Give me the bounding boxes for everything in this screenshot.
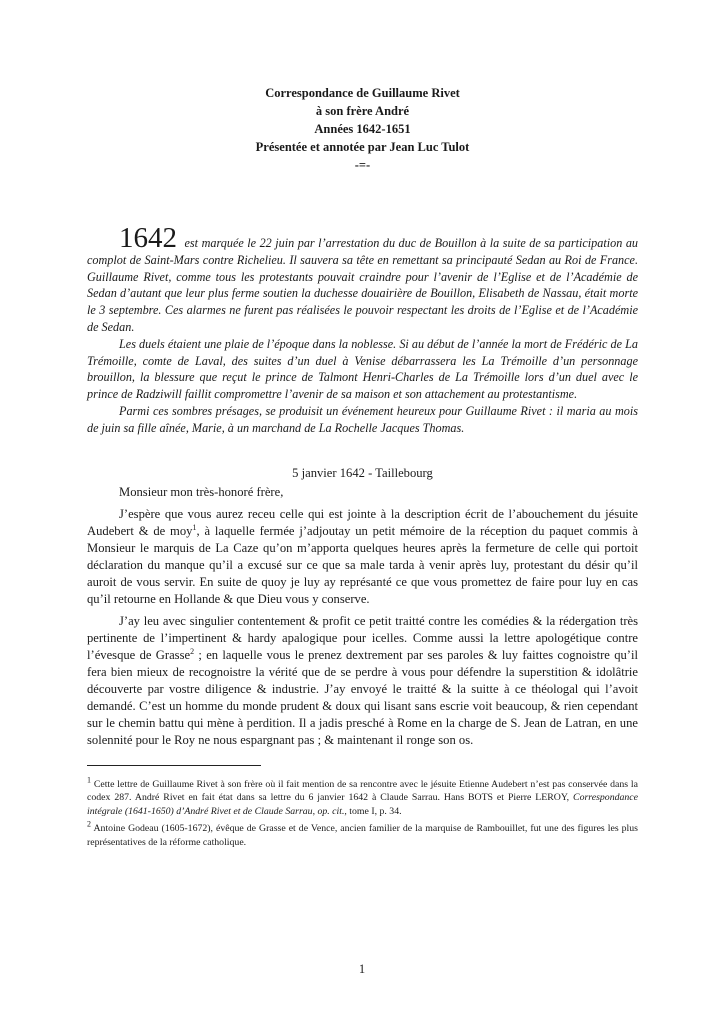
footnote-1-text-c: , (312, 805, 318, 817)
title-line-3: Années 1642-1651 (314, 122, 411, 136)
letter-paragraph-1-text-a: J’espère que vous aurez receu celle qui est jointe à la description écrit de l’abouchement du jésuite Audebert & de moy (87, 506, 638, 538)
footnotes (87, 775, 638, 850)
document-page (87, 84, 638, 854)
footnote-1-text-d: , tome I, p. 34. (344, 805, 402, 817)
footnote-2-number: 2 (87, 820, 91, 830)
title-line-2: à son frère André (315, 104, 410, 118)
title-line-4: Présentée et annotée par Jean Luc Tulot (255, 140, 470, 154)
intro-year: 1642 (119, 222, 177, 254)
letter (87, 465, 638, 749)
intro-paragraph-3: Parmi ces sombres présages, se produisit un événement heureux pour Guillaume Rivet : il maria au mois de juin sa fille aînée, Marie, à un marchand de La Rochelle Jacques Thomas. (87, 403, 638, 435)
footnote-2-text: Antoine Godeau (1605-1672), évêque de Grasse et de Vence, ancien familier de la marquise de Rambouillet, fut une des figures les plus représentatives de la réforme catholique. (87, 823, 638, 848)
intro-paragraph-1 (87, 222, 639, 336)
letter-paragraph-2-text-a: J’ay leu avec singulier contentement & profit ce petit traitté contre les comédies & la rédergation très pertinente de l’impertinent & hardy apalogique pour icelles. Comme aussi la lettre apologétique contre l’évesque de Grasse (87, 613, 638, 662)
letter-salutation: Monsieur mon très-honoré frère, (119, 484, 284, 499)
letter-paragraph-1 (87, 506, 638, 608)
title-separator: -=- (354, 158, 371, 172)
footnote-1-number: 1 (87, 775, 91, 785)
footnote-1-text-a: Cette lettre de Guillaume Rivet à son frère où il fait mention de sa rencontre avec le jésuite Etienne Audebert n’est pas conservée dans la codex 287. André Rivet en fait état dans sa lettre du 6 janvier 1642 à Claude Sarrau. Hans BOTS et Pierre LEROY, (87, 778, 638, 804)
introduction (87, 222, 639, 437)
footnote-ref-2[interactable]: 2 (190, 646, 195, 656)
footnote-divider (87, 765, 261, 766)
page-number: 1 (358, 962, 366, 976)
footnote-ref-1[interactable]: 1 (192, 522, 197, 532)
footnote-1-title: Correspondance intégrale (1641-1650) d’André Rivet et de Claude Sarrau (87, 792, 638, 817)
footnote-1 (87, 775, 638, 819)
letter-paragraph-2-text-b: ; en laquelle vous le prenez dextrement par ses paroles & luy faittes cognoistre qu’il fera bien mieux de recognoistre la vérité que de se perdre à vous pour défendre la superstition & idolâtrie découverte par vostre diligence & industrie. J’ay envoyé le traitté & la suitte à ce théologal qui l’avoit demandé. C’est un homme du monde prudent & doux qui lisant sans escrie voit beaucoup, & rien cependant sur le chemin battu qui mène à perdition. Il a jadis presché à Rome en la charge de S. Jean de Latran, en une solennité pour le Roy ne nous espargnant pas ; & maintenant il ronge son os. (87, 647, 638, 747)
title-block (87, 84, 638, 174)
letter-paragraph-1-text-b: , à laquelle fermée j’adjoutay un petit mémoire de la réception du paquet commis à Monsieur le marquis de La Caze qu’on m’apporta quelques heures après la fermeture de celle qui portoit déclaration du manque qu’il a excusé sur ce que sa male tarda à venir après luy, protestant du désir qu’il auroit de vous servir. En suite de quoy je luy ay représanté ce que vous promettez de faire pour luy en cas qu’il retourne en Hollande & que Dieu vous y conserve. (87, 523, 638, 606)
footnote-2 (87, 822, 638, 849)
letter-dateline: 5 janvier 1642 - Taillebourg (292, 465, 433, 480)
intro-paragraph-2: Les duels étaient une plaie de l’époque dans la noblesse. Si au début de l’année la mort de Frédéric de La Trémoille, comte de Laval, des suites d’un duel à Venise débarrassera les La Trémoille d’un personnage brouillon, la blessure que reçut le prince de Talmont Henri-Charles de La Trémoille lors d’un duel avec le prince de Radziwill faillit compromettre l’avenir de sa maison et son attachement au protestantisme. (87, 336, 638, 402)
footnote-1-opcit: op. cit. (317, 805, 345, 817)
intro-paragraph-1-text: est marquée le 22 juin par l’arrestation du duc de Bouillon à la suite de sa participation au complot de Saint-Mars contre Richelieu. Il sauvera sa tête en remettant sa principauté Sedan au Roi de France. Guillaume Rivet, comme tous les protestants pouvait craindre pour l’avenir de l’Eglise et de l’Académie de Sedan d’autant que leur plus ferme soutien la duchesse douairière de Bouillon, Elisabeth de Nassau, était morte le 3 septembre. Ces alarmes ne furent pas réalisées le pouvoir respectant les droits de l’Eglise et de l’Académie de Sedan. (87, 236, 639, 334)
title-line-1: Correspondance de Guillaume Rivet (265, 86, 460, 100)
letter-paragraph-2 (87, 613, 638, 749)
